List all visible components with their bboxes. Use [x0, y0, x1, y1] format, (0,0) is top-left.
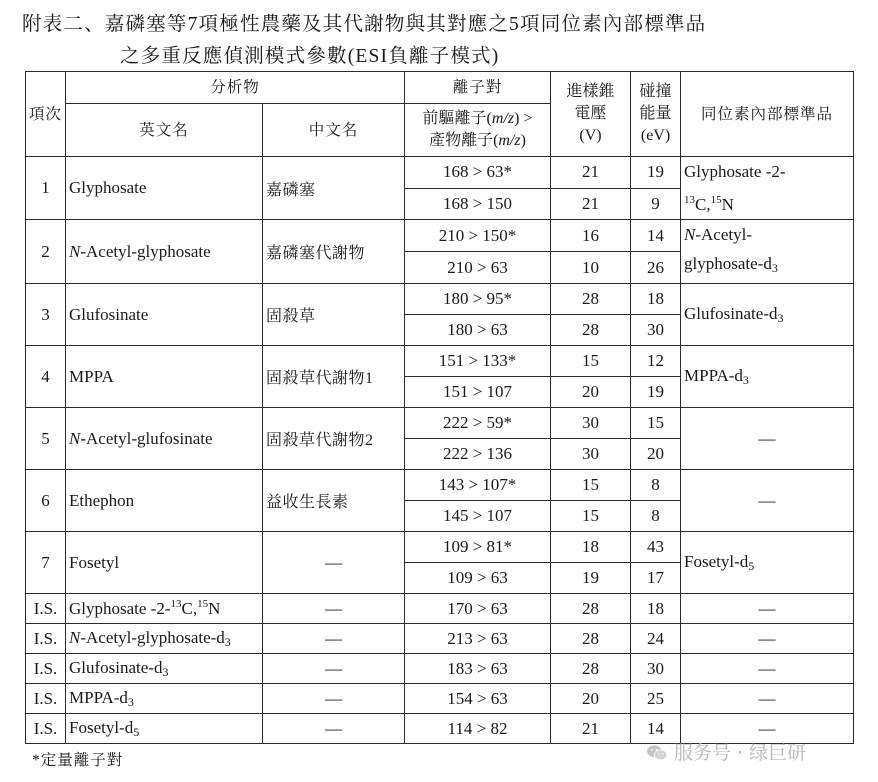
collision-energy: 12: [631, 346, 681, 377]
cone-voltage: 19: [551, 563, 631, 594]
istd-line2: [684, 249, 853, 283]
chinese-name: 固殺草: [263, 284, 405, 346]
cone-voltage: 20: [551, 684, 631, 714]
collision-energy: 25: [631, 684, 681, 714]
cone-voltage: 21: [551, 714, 631, 744]
header-analyte: 分析物: [66, 72, 405, 104]
english-name: [66, 624, 263, 654]
english-name-text: -Acetyl-glyphosate: [80, 241, 211, 261]
item-number: I.S.: [26, 684, 66, 714]
cone-voltage: 15: [551, 501, 631, 532]
ion-transition: 213 > 63: [405, 624, 551, 654]
internal-standard: —: [681, 470, 854, 532]
english-name-text: C,: [181, 599, 198, 618]
cone-voltage: 21: [551, 157, 631, 189]
table-row: [26, 594, 854, 624]
table-row: [26, 220, 854, 252]
english-name: [66, 594, 263, 624]
internal-standard: —: [681, 408, 854, 470]
istd-line1: [684, 220, 853, 249]
header-collision-energy: [631, 72, 681, 157]
english-name: [66, 714, 263, 744]
chinese-name: 固殺草代謝物1: [263, 346, 405, 408]
item-number: 4: [26, 346, 66, 408]
ion-transition: 210 > 150*: [405, 220, 551, 252]
cone-voltage: 18: [551, 532, 631, 563]
item-number: I.S.: [26, 714, 66, 744]
cone-voltage: 28: [551, 624, 631, 654]
watermark-text: 服务号 · 绿巨研: [674, 742, 807, 764]
table-row: [26, 684, 854, 714]
english-name-text: MPPA-d: [69, 687, 128, 707]
collision-energy: 18: [631, 284, 681, 315]
english-name: Fosetyl: [66, 532, 263, 594]
collision-energy: 15: [631, 408, 681, 439]
ion-transition: 222 > 136: [405, 439, 551, 470]
istd-line1: Glyphosate -2-: [684, 162, 786, 181]
isotope-subscript: 5: [133, 724, 140, 739]
ion-transition: 168 > 63*: [405, 157, 551, 189]
cone-voltage: 15: [551, 470, 631, 501]
table-row: [26, 532, 854, 563]
italic-prefix: N: [69, 428, 81, 448]
watermark: [646, 738, 806, 765]
cone-voltage: 20: [551, 377, 631, 408]
istd-text: C,: [695, 195, 711, 214]
collision-energy: 8: [631, 501, 681, 532]
collision-energy: 9: [631, 188, 681, 220]
isotope-subscript: 3: [224, 634, 231, 649]
header-internal-standard: 同位素內部標準品: [681, 72, 854, 157]
cone-voltage: 15: [551, 346, 631, 377]
item-number: 5: [26, 408, 66, 470]
ion-transition: 143 > 107*: [405, 470, 551, 501]
cone-voltage: 28: [551, 654, 631, 684]
cone-voltage: 10: [551, 252, 631, 284]
cone-voltage: 21: [551, 188, 631, 220]
collision-energy: 19: [631, 157, 681, 189]
ion-transition: 170 > 63: [405, 594, 551, 624]
collision-energy: 20: [631, 439, 681, 470]
cone-voltage: 28: [551, 594, 631, 624]
cone-voltage: 30: [551, 408, 631, 439]
header-ce-line3: (eV): [640, 127, 671, 144]
english-name-text: Glufosinate-d: [69, 657, 163, 677]
chinese-name: —: [263, 624, 405, 654]
isotope-superscript: 15: [710, 194, 722, 206]
chinese-name: 益收生長素: [263, 470, 405, 532]
collision-energy: 18: [631, 594, 681, 624]
italic-prefix: N: [69, 241, 81, 261]
english-name: MPPA: [66, 346, 263, 408]
chinese-name: 嘉磷塞: [263, 157, 405, 220]
english-name: [66, 408, 263, 470]
istd-text: MPPA-d: [684, 365, 743, 385]
table-row: [26, 470, 854, 501]
header-ce-line2: 能量: [639, 105, 672, 122]
internal-standard: —: [681, 684, 854, 714]
table-row: [26, 624, 854, 654]
table-row: [26, 284, 854, 315]
chinese-name: —: [263, 684, 405, 714]
header-ion-line1: 前驅離子(m/z) >: [422, 110, 533, 127]
istd-text: Glufosinate-d: [684, 303, 778, 323]
ion-transition: 154 > 63: [405, 684, 551, 714]
english-name: Glufosinate: [66, 284, 263, 346]
cone-voltage: 30: [551, 439, 631, 470]
collision-energy: 17: [631, 563, 681, 594]
collision-energy: 30: [631, 315, 681, 346]
collision-energy: 43: [631, 532, 681, 563]
isotope-superscript: 15: [197, 598, 209, 610]
english-name-text: -Acetyl-glufosinate: [80, 428, 213, 448]
ion-transition: 180 > 63: [405, 315, 551, 346]
istd-text: -Acetyl-: [695, 225, 752, 244]
internal-standard: [681, 532, 854, 594]
collision-energy: 24: [631, 624, 681, 654]
chinese-name: —: [263, 594, 405, 624]
header-cone-line1: 進樣錐: [566, 83, 615, 100]
collision-energy: 14: [631, 714, 681, 744]
isotope-superscript: 13: [684, 194, 696, 206]
item-number: 2: [26, 220, 66, 284]
collision-energy: 8: [631, 470, 681, 501]
header-cone-line2: 電壓: [574, 105, 607, 122]
table-row: [26, 346, 854, 377]
collision-energy: 19: [631, 377, 681, 408]
english-name: Ethephon: [66, 470, 263, 532]
italic-prefix: N: [69, 627, 81, 647]
collision-energy: 26: [631, 252, 681, 284]
header-ion-line2: 產物離子(m/z): [429, 132, 526, 149]
ion-transition: 168 > 150: [405, 188, 551, 220]
chinese-name: —: [263, 714, 405, 744]
ion-transition: 222 > 59*: [405, 408, 551, 439]
chinese-name: —: [263, 654, 405, 684]
isotope-superscript: 13: [170, 598, 182, 610]
internal-standard: —: [681, 624, 854, 654]
mz-italic: m/z: [491, 110, 515, 127]
isotope-subscript: 3: [742, 372, 749, 387]
istd-text: glyphosate-d: [684, 254, 772, 273]
wechat-icon: [646, 744, 668, 762]
mrm-parameter-table: [25, 71, 854, 744]
internal-standard: —: [681, 654, 854, 684]
cone-voltage: 16: [551, 220, 631, 252]
table-row: [26, 408, 854, 439]
header-item: 項次: [26, 72, 66, 157]
header-cone-voltage: [551, 72, 631, 157]
item-number: I.S.: [26, 654, 66, 684]
istd-text: Fosetyl-d: [684, 551, 749, 571]
table-title-line2: 之多重反應偵測模式參數(ESI負離子模式): [120, 46, 500, 67]
collision-energy: 14: [631, 220, 681, 252]
internal-standard: [681, 157, 854, 220]
ion-transition: 151 > 133*: [405, 346, 551, 377]
italic-prefix: N: [684, 225, 696, 244]
ion-transition: 151 > 107: [405, 377, 551, 408]
header-cone-line3: (V): [579, 127, 602, 144]
istd-line2: [684, 186, 853, 219]
internal-standard: [681, 284, 854, 346]
isotope-subscript: 3: [777, 310, 784, 325]
ion-transition: 145 > 107: [405, 501, 551, 532]
cone-voltage: 28: [551, 284, 631, 315]
header-row-1: [26, 72, 854, 104]
header-ion-transition: [405, 104, 551, 157]
english-name: Glyphosate: [66, 157, 263, 220]
internal-standard: —: [681, 714, 854, 744]
english-name-text: Fosetyl-d: [69, 717, 134, 737]
item-number: 1: [26, 157, 66, 220]
item-number: I.S.: [26, 594, 66, 624]
ion-transition: 109 > 63: [405, 563, 551, 594]
ion-transition: 109 > 81*: [405, 532, 551, 563]
english-name-text: N: [208, 599, 221, 618]
item-number: I.S.: [26, 624, 66, 654]
item-number: 7: [26, 532, 66, 594]
isotope-subscript: 3: [127, 694, 134, 709]
cone-voltage: 28: [551, 315, 631, 346]
footnote: *定量離子對: [32, 752, 124, 769]
mz-italic: m/z: [498, 132, 521, 149]
isotope-subscript: 3: [162, 664, 169, 679]
header-english-name: 英文名: [66, 104, 263, 157]
isotope-subscript: 3: [771, 261, 778, 275]
internal-standard: [681, 346, 854, 408]
internal-standard: [681, 220, 854, 284]
english-name-text: -Acetyl-glyphosate-d: [80, 627, 225, 647]
ion-transition: 114 > 82: [405, 714, 551, 744]
item-number: 6: [26, 470, 66, 532]
collision-energy: 30: [631, 654, 681, 684]
table-row: [26, 654, 854, 684]
english-name: [66, 654, 263, 684]
english-name: [66, 220, 263, 284]
chinese-name: 固殺草代謝物2: [263, 408, 405, 470]
item-number: 3: [26, 284, 66, 346]
ion-transition: 210 > 63: [405, 252, 551, 284]
header-ion-pair: 離子對: [405, 72, 551, 104]
english-name: [66, 684, 263, 714]
table-title-line1: 附表二、嘉磷塞等7項極性農藥及其代謝物與其對應之5項同位素內部標準品: [22, 14, 707, 35]
header-ce-line1: 碰撞: [639, 83, 672, 100]
header-chinese-name: 中文名: [263, 104, 405, 157]
istd-text: N: [721, 195, 734, 214]
english-name-text: Glyphosate -2-: [69, 599, 171, 618]
internal-standard: —: [681, 594, 854, 624]
ion-transition: 183 > 63: [405, 654, 551, 684]
isotope-subscript: 5: [748, 558, 755, 573]
ion-transition: 180 > 95*: [405, 284, 551, 315]
table-row: [26, 157, 854, 189]
chinese-name: 嘉磷塞代謝物: [263, 220, 405, 284]
chinese-name: —: [263, 532, 405, 594]
